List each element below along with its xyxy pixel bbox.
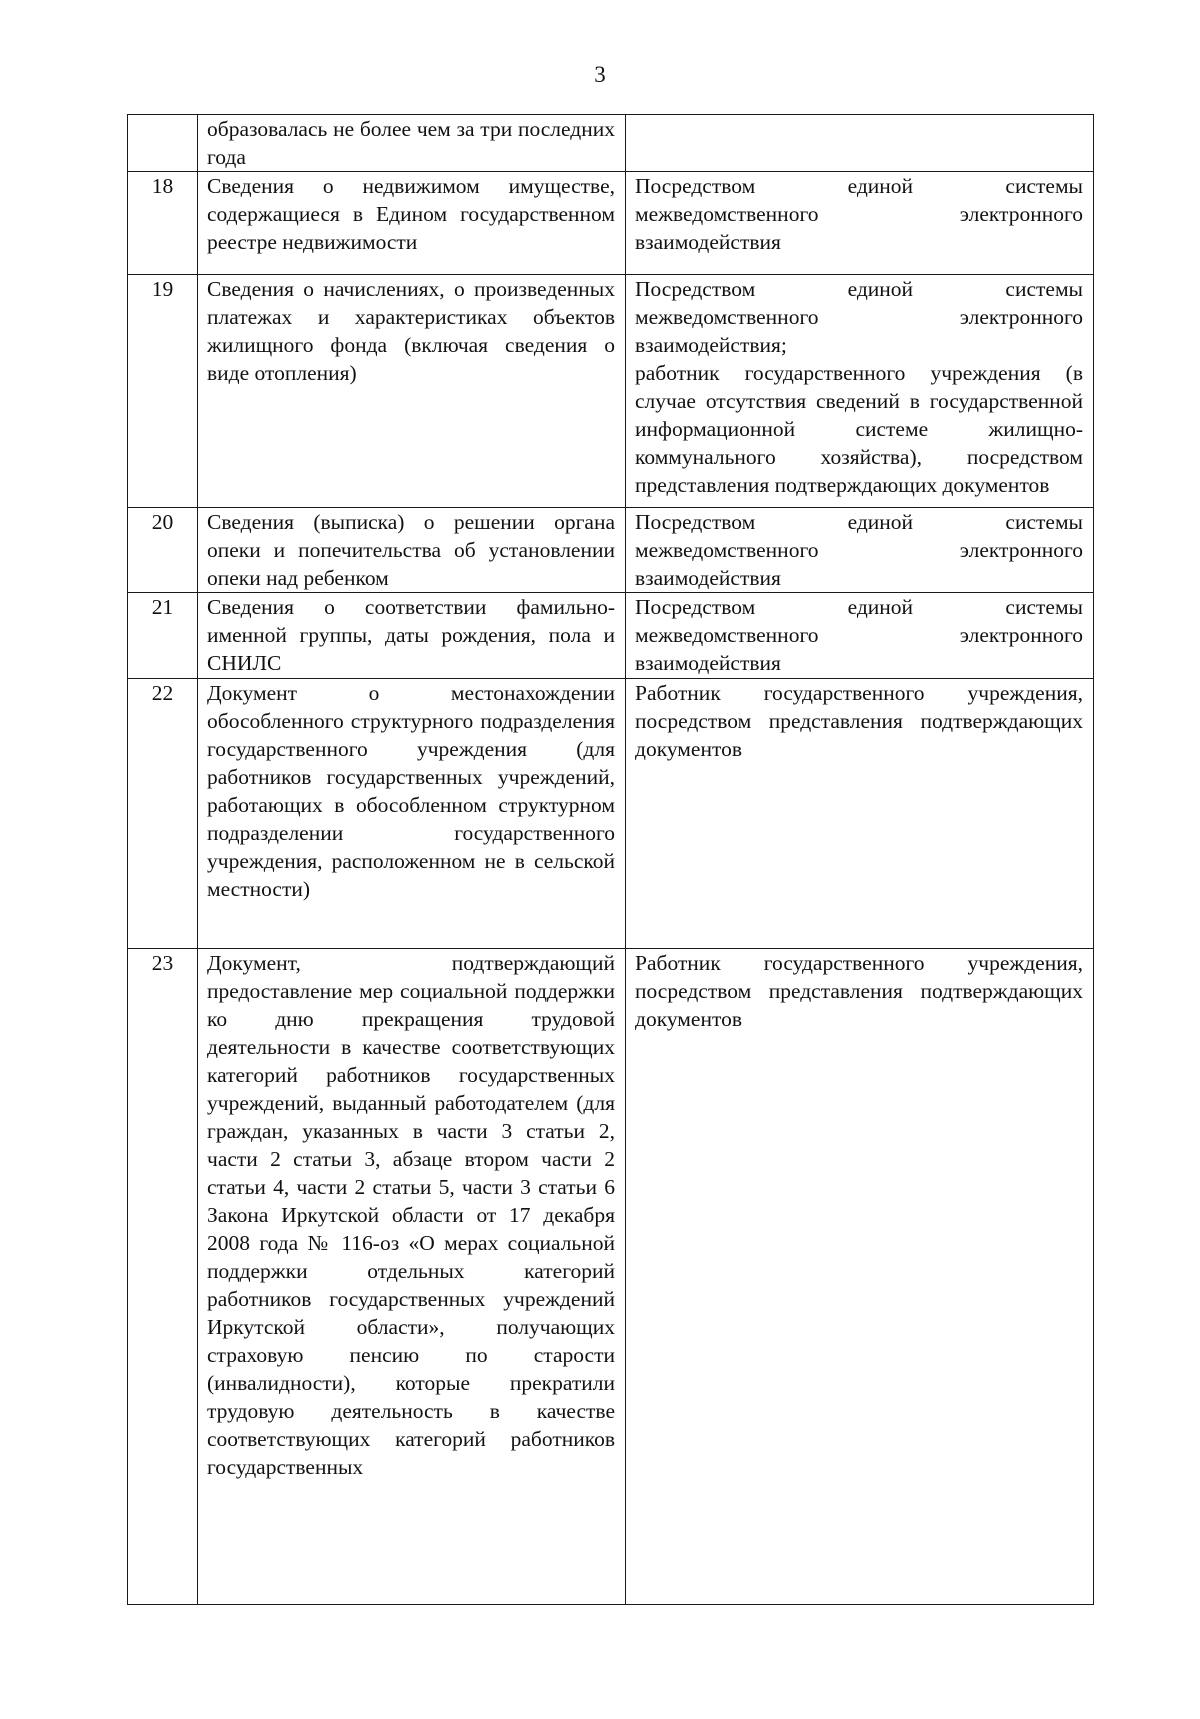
obtaining-method: Работник государственного учреждения, посредством представления подтверждающих документов [626,949,1094,1605]
document-info: Документ, подтверждающий предоставление мер социальной поддержки ко дню прекращения трудовой деятельности в качестве соответствующих категорий работников государственных учреждений, выданный работодателем (для граждан, указанных в части 3 статьи 2, части 2 статьи 3, абзаце втором части 2 статьи 4, части 2 статьи 5, части 3 статьи 6 Закона Иркутской области от 17 декабря 2008 года № 116-оз «О мерах социальной поддержки отдельных категорий работников государственных учреждений Иркутской области», получающих страховую пенсию по старости (инвалидности), которые прекратили трудовую деятельность в качестве соответствующих категорий работников государственных [198,949,626,1605]
obtaining-method: Работник государственного учреждения, посредством представления подтверждающих документов [626,679,1094,949]
document-info: Сведения о недвижимом имуществе, содержащиеся в Едином государственном реестре недвижимости [198,172,626,275]
table-row [128,275,1094,508]
obtaining-method: Посредством единой системы межведомственного электронного взаимодействия [626,508,1094,593]
row-number [128,115,198,172]
row-number: 20 [128,508,198,593]
documents-table [127,114,1094,1605]
document-info: Сведения о соответствии фамильно-именной группы, даты рождения, пола и СНИЛС [198,593,626,679]
document-info: Сведения о начислениях, о произведенных платежах и характеристиках объектов жилищного фонда (включая сведения о виде отопления) [198,275,626,508]
row-number: 18 [128,172,198,275]
table-row [128,508,1094,593]
table-row [128,172,1094,275]
row-number: 21 [128,593,198,679]
obtaining-method [626,275,1094,508]
table-row [128,679,1094,949]
row-number: 19 [128,275,198,508]
table-row [128,115,1094,172]
document-info: образовалась не более чем за три последних года [198,115,626,172]
table-row [128,593,1094,679]
obtaining-method: Посредством единой системы межведомственного электронного взаимодействия [626,593,1094,679]
document-info: Документ о местонахождении обособленного структурного подразделения государственного учреждения (для работников государственных учреждений, работающих в обособленном структурном подразделении государственного учреждения, расположенном не в сельской местности) [198,679,626,949]
obtaining-method [626,115,1094,172]
obtaining-method: Посредством единой системы межведомственного электронного взаимодействия [626,172,1094,275]
row-number: 22 [128,679,198,949]
obtaining-method-alternative: работник государственного учреждения (в случае отсутствия сведений в государственной информационной системе жилищно-коммунального хозяйства), посредством представления подтверждающих документов [635,361,1083,497]
row-number: 23 [128,949,198,1605]
obtaining-method-primary: Посредством единой системы межведомственного электронного взаимодействия; [635,277,1083,357]
page-number: 3 [594,62,606,87]
document-info: Сведения (выписка) о решении органа опеки и попечительства об установлении опеки над ребенком [198,508,626,593]
table-row [128,949,1094,1605]
